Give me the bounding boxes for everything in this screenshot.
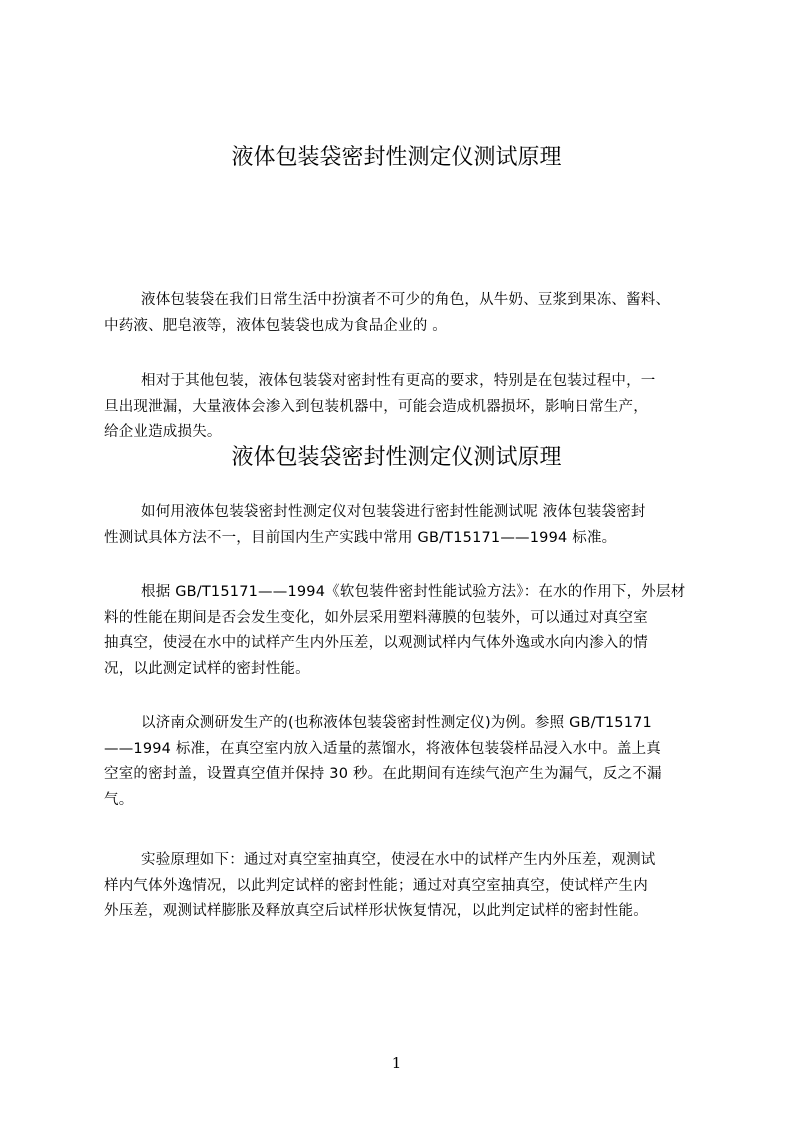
paragraph-line: 样内气体外逸情况，以此判定试样的密封性能；通过对真空室抽真空，使试样产生内 (104, 877, 648, 894)
page-number: 1 (391, 1054, 402, 1072)
paragraph-line: 实验原理如下：通过对真空室抽真空，使浸在水中的试样产生内外压差，观测试 (141, 852, 656, 868)
paragraph-line: 相对于其他包装，液体包装袋对密封性有更高的要求，特别是在包装过程中，一 (141, 373, 656, 389)
paragraph-principle (104, 848, 704, 925)
paragraph-line: ——1994 标准，在真空室内放入适量的蒸馏水，将液体包装袋样品浸入水中。盖上真 (104, 740, 662, 757)
paragraph-line: 外压差，观测试样膨胀及释放真空后试样形状恢复情况，以此判定试样的密封性能。 (104, 903, 648, 920)
paragraph-intro (104, 288, 704, 339)
paragraph-line: 抽真空，使浸在水中的试样产生内外压差，以观测试样内气体外逸或水向内渗入的情 (104, 635, 648, 652)
document-title: 液体包装袋密封性测定仪测试原理 (231, 145, 562, 170)
paragraph-line: 中药液、肥皂液等，液体包装袋也成为食品企业的 。 (104, 317, 447, 334)
paragraph-line: 如何用液体包装袋密封性测定仪对包装袋进行密封性能测试呢 液体包装袋密封 (141, 504, 646, 520)
paragraph-line: 料的性能在期间是否会发生变化，如外层采用塑料薄膜的包装外，可以通过对真空室 (104, 609, 648, 626)
paragraph-line: 空室的密封盖，设置真空值并保持 30 秒。在此期间有连续气泡产生为漏气，反之不漏 (104, 766, 662, 783)
paragraph-line: 以济南众测研发生产的(也称液体包装袋密封性测定仪)为例。参照 GB/T15171 (141, 715, 652, 731)
paragraph-standard (104, 580, 704, 682)
section-title: 液体包装袋密封性测定仪测试原理 (231, 445, 562, 470)
paragraph-line: 根据 GB/T15171——1994《软包装件密封性能试验方法》：在水的作用下，外层材 (141, 584, 686, 600)
paragraph-sealing-requirement (104, 369, 704, 447)
paragraph-line: 液体包装袋在我们日常生活中扮演者不可少的角色，从牛奶、豆浆到果冻、酱料、 (141, 292, 671, 308)
paragraph-line: 旦出现泄漏，大量液体会渗入到包装机器中，可能会造成机器损坏，影响日常生产， (104, 398, 648, 415)
paragraph-test-method (104, 500, 704, 551)
paragraph-example (104, 711, 704, 813)
paragraph-line: 给企业造成损失。 (104, 424, 222, 441)
paragraph-line: 况，以此测定试样的密封性能。 (104, 660, 310, 677)
paragraph-line: 性测试具体方法不一，目前国内生产实践中常用 GB/T15171——1994 标准。 (104, 529, 617, 546)
paragraph-line: 气。 (104, 791, 134, 808)
